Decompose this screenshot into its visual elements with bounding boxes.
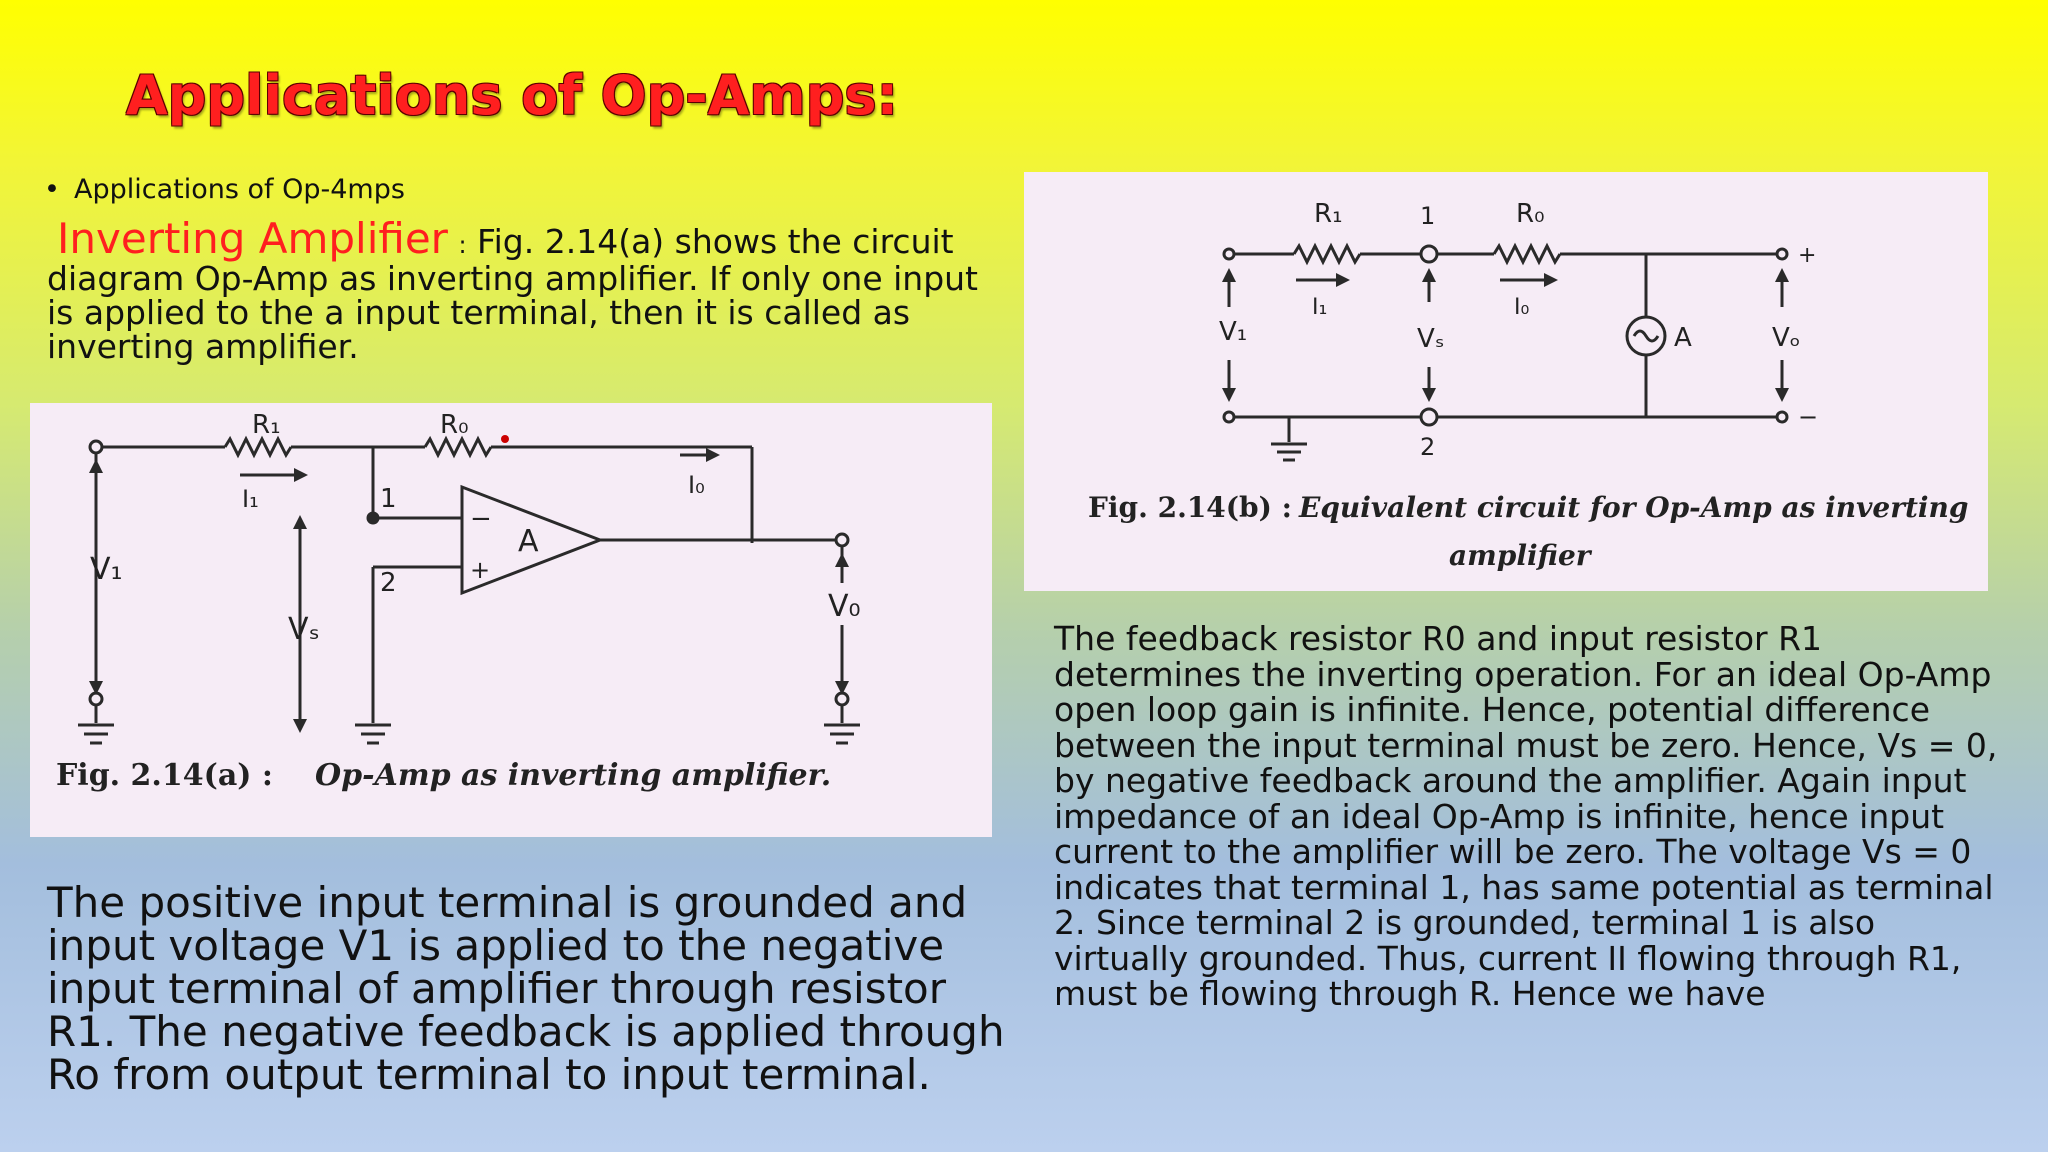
fig-b-node2-label: 2 xyxy=(1420,433,1436,461)
fig-b-v1-label: V₁ xyxy=(1219,317,1248,347)
intro-colon: : xyxy=(458,231,467,259)
intro-text: Fig. 2.14(a) shows the circuit diagram Op-Amp as inverting amplifier. If only one input is applied to the a input terminal, then it is called as inverting amplifier. xyxy=(47,222,978,366)
fig-b-vs-label: Vₛ xyxy=(1417,324,1445,354)
intro-highlight: Inverting Amplifier xyxy=(57,214,448,263)
fig-b-plus-label: + xyxy=(1798,243,1817,268)
fig-a-r1-label: R₁ xyxy=(252,410,281,440)
fig-a-vs-label: Vₛ xyxy=(288,612,320,647)
figure-a-inverting-amplifier xyxy=(30,403,992,837)
fig-b-minus-label: − xyxy=(1798,403,1819,431)
bullet-text: Applications of Op-4mps xyxy=(74,174,405,205)
fig-a-r0-label: R₀ xyxy=(440,410,469,440)
fig-b-caption-number: Fig. 2.14(b) : xyxy=(1088,491,1292,524)
figure-b-equivalent-circuit xyxy=(1024,172,1988,591)
fig-a-node2-label: 2 xyxy=(380,568,397,598)
fig-a-v1-label: V₁ xyxy=(90,552,123,587)
fig-a-caption-text: Op-Amp as inverting amplifier. xyxy=(315,758,832,793)
fig-b-caption-text: Equivalent circuit for Op-Amp as inverting xyxy=(1299,491,1969,524)
fig-b-r1-label: R₁ xyxy=(1314,199,1343,229)
fig-a-plus-label: + xyxy=(470,556,491,584)
fig-a-caption-number: Fig. 2.14(a) : xyxy=(56,758,273,793)
fig-a-i1-label: I₁ xyxy=(242,485,259,513)
fig-b-node1-label: 1 xyxy=(1420,202,1436,230)
bullet-dot-icon: • xyxy=(44,174,60,205)
fig-a-v0-label: V₀ xyxy=(828,589,861,624)
fig-a-amp-label: A xyxy=(518,524,539,559)
figure-b-circuit xyxy=(1024,172,1988,591)
intro-paragraph xyxy=(47,214,1007,366)
fig-b-i1-label: I₁ xyxy=(1312,295,1328,320)
fig-a-node1-label: 1 xyxy=(380,484,397,514)
paragraph-positive-input: The positive input terminal is grounded and input voltage V1 is applied to the negative input terminal of amplifier through resistor R1. The negative feedback is applied through Ro from output terminal to input terminal. xyxy=(47,878,1005,1099)
fig-b-vo-label: Vₒ xyxy=(1772,323,1801,353)
figure-a-circuit xyxy=(30,403,992,837)
fig-a-minus-label: − xyxy=(470,504,492,534)
slide-title: Applications of Op-Amps: xyxy=(125,64,899,127)
fig-b-caption-text-2: amplifier xyxy=(1449,539,1591,572)
fig-b-i0-label: I₀ xyxy=(1514,295,1530,320)
bullet-item xyxy=(44,174,405,205)
fig-b-amp-label: A xyxy=(1674,323,1692,353)
paragraph-feedback-resistor: The feedback resistor R0 and input resistor R1 determines the inverting operation. For an ideal Op-Amp open loop gain is infinite. Hence, potential difference between the input terminal must be zero. Hence, Vs = 0, by negative feedback around the amplifier. Again input impedance of an ideal Op-Amp is infinite, hence input current to the amplifier will be zero. The voltage Vs = 0 indicates that terminal 1, has same potential as terminal 2. Since terminal 2 is grounded, terminal 1 is also virtually grounded. Thus, current II flowing through R1, must be flowing through R. Hence we have xyxy=(1054,619,1998,1013)
fig-a-i0-label: I₀ xyxy=(688,471,705,499)
fig-b-r0-label: R₀ xyxy=(1516,199,1545,229)
